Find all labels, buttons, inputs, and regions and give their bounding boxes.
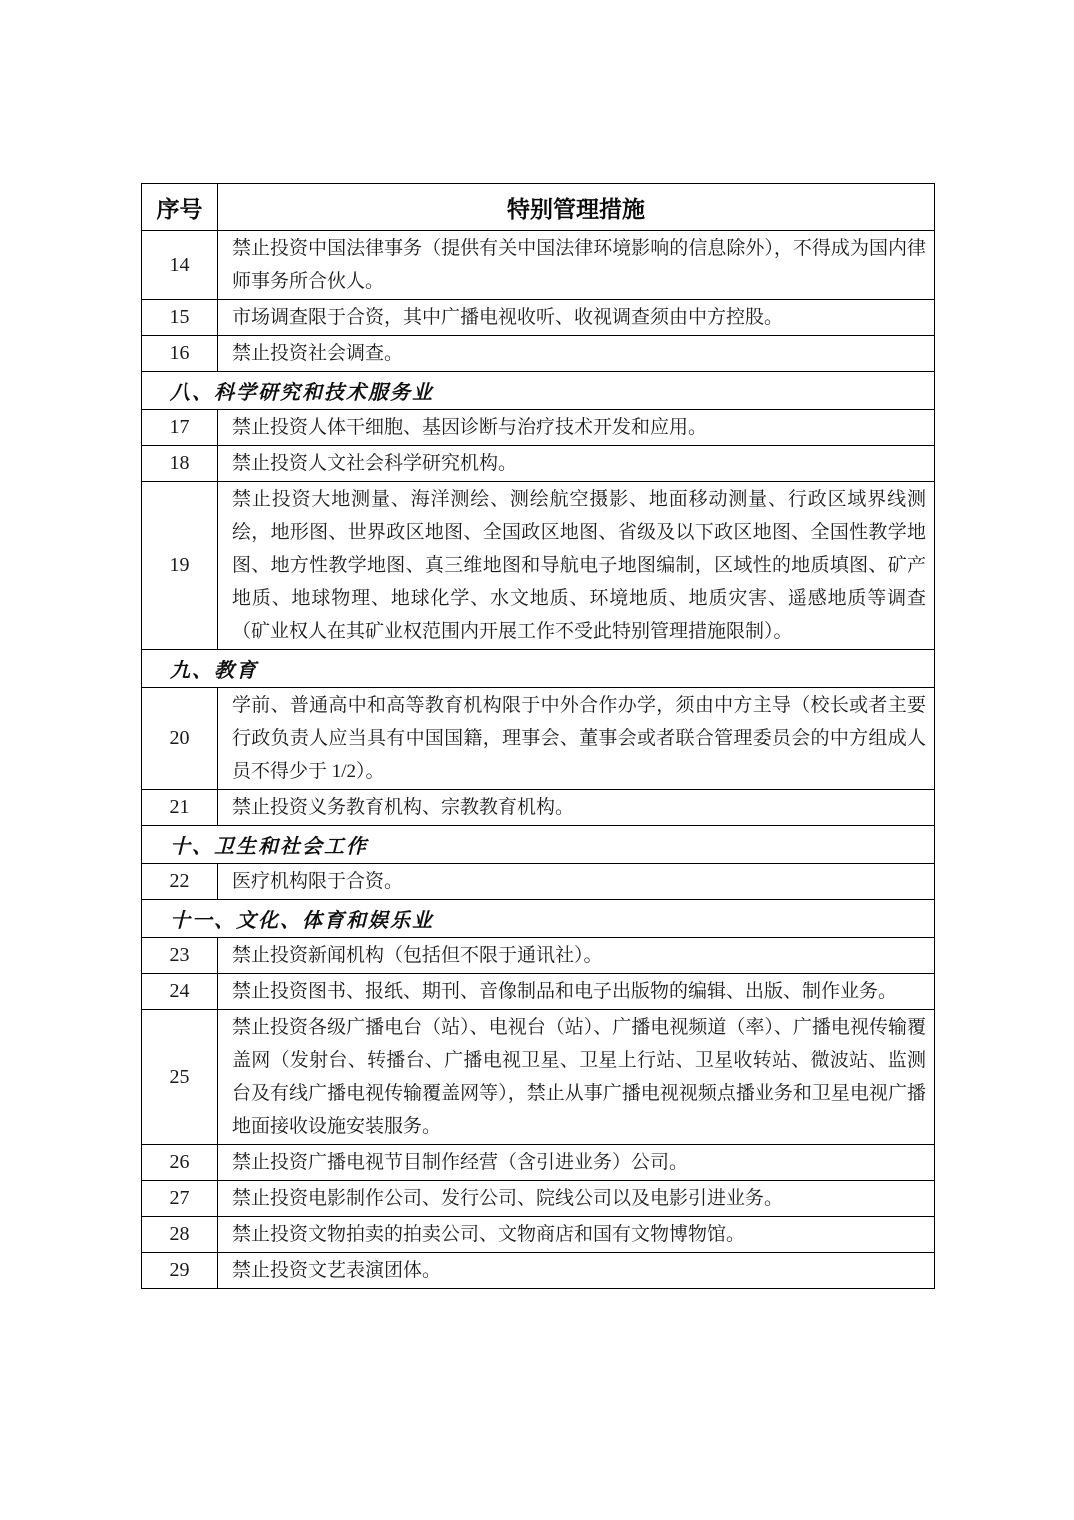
- measure-text-cell: 医疗机构限于合资。: [218, 864, 935, 900]
- row-number-cell: 26: [142, 1145, 218, 1181]
- measure-text-cell: 禁止投资新闻机构（包括但不限于通讯社）。: [218, 938, 935, 974]
- row-number-cell: 21: [142, 790, 218, 826]
- measure-text-cell: 禁止投资大地测量、海洋测绘、测绘航空摄影、地面移动测量、行政区域界线测绘，地形图、世界政区地图、全国政区地图、省级及以下政区地图、全国性教学地图、地方性教学地图、真三维地图和导航电子地图编制，区域性的地质填图、矿产地质、地球物理、地球化学、水文地质、环境地质、地质灾害、遥感地质等调查（矿业权人在其矿业权范围内开展工作不受此特别管理措施限制）。: [218, 482, 935, 650]
- measure-text-cell: 禁止投资中国法律事务（提供有关中国法律环境影响的信息除外），不得成为国内律师事务所合伙人。: [218, 231, 935, 300]
- measure-text-cell: 禁止投资人体干细胞、基因诊断与治疗技术开发和应用。: [218, 410, 935, 446]
- row-number-cell: 14: [142, 231, 218, 300]
- measure-text-cell: 市场调查限于合资，其中广播电视收听、收视调查须由中方控股。: [218, 300, 935, 336]
- table-row: [142, 300, 935, 336]
- table-row: [142, 1181, 935, 1217]
- measure-text-cell: 禁止投资义务教育机构、宗教教育机构。: [218, 790, 935, 826]
- table-row: [142, 864, 935, 900]
- header-row: [142, 184, 935, 231]
- section-row: [142, 650, 935, 688]
- section-row: [142, 372, 935, 410]
- row-number-cell: 27: [142, 1181, 218, 1217]
- table-row: [142, 446, 935, 482]
- row-number-cell: 25: [142, 1010, 218, 1145]
- row-number-cell: 18: [142, 446, 218, 482]
- section-header-cell: 十、卫生和社会工作: [142, 826, 935, 864]
- measure-text-cell: 禁止投资广播电视节目制作经营（含引进业务）公司。: [218, 1145, 935, 1181]
- table-row: [142, 688, 935, 790]
- table-row: [142, 482, 935, 650]
- measure-text-cell: 禁止投资社会调查。: [218, 336, 935, 372]
- row-number-cell: 15: [142, 300, 218, 336]
- table-row: [142, 938, 935, 974]
- section-row: [142, 826, 935, 864]
- table-row: [142, 1010, 935, 1145]
- table-row: [142, 410, 935, 446]
- table-row: [142, 790, 935, 826]
- section-header-cell: 九、教育: [142, 650, 935, 688]
- measure-text-cell: 禁止投资文物拍卖的拍卖公司、文物商店和国有文物博物馆。: [218, 1217, 935, 1253]
- table-row: [142, 1217, 935, 1253]
- row-number-cell: 23: [142, 938, 218, 974]
- row-number-cell: 28: [142, 1217, 218, 1253]
- row-number-cell: 16: [142, 336, 218, 372]
- section-row: [142, 900, 935, 938]
- table-row: [142, 1253, 935, 1289]
- section-header-cell: 十一、文化、体育和娱乐业: [142, 900, 935, 938]
- header-serial-number: 序号: [142, 184, 218, 231]
- table-header: [142, 184, 935, 231]
- row-number-cell: 19: [142, 482, 218, 650]
- row-number-cell: 20: [142, 688, 218, 790]
- table-row: [142, 231, 935, 300]
- measure-text-cell: 禁止投资文艺表演团体。: [218, 1253, 935, 1289]
- section-header-cell: 八、科学研究和技术服务业: [142, 372, 935, 410]
- row-number-cell: 17: [142, 410, 218, 446]
- row-number-cell: 24: [142, 974, 218, 1010]
- row-number-cell: 29: [142, 1253, 218, 1289]
- measure-text-cell: 禁止投资图书、报纸、期刊、音像制品和电子出版物的编辑、出版、制作业务。: [218, 974, 935, 1010]
- table-body: [142, 231, 935, 1289]
- measure-text-cell: 学前、普通高中和高等教育机构限于中外合作办学，须由中方主导（校长或者主要行政负责人应当具有中国国籍，理事会、董事会或者联合管理委员会的中方组成人员不得少于 1/2）。: [218, 688, 935, 790]
- measure-text-cell: 禁止投资电影制作公司、发行公司、院线公司以及电影引进业务。: [218, 1181, 935, 1217]
- table-row: [142, 974, 935, 1010]
- table-row: [142, 336, 935, 372]
- table-row: [142, 1145, 935, 1181]
- special-measures-table: [141, 183, 935, 1289]
- header-special-measures: 特别管理措施: [218, 184, 935, 231]
- row-number-cell: 22: [142, 864, 218, 900]
- measure-text-cell: 禁止投资人文社会科学研究机构。: [218, 446, 935, 482]
- measure-text-cell: 禁止投资各级广播电台（站）、电视台（站）、广播电视频道（率）、广播电视传输覆盖网（发射台、转播台、广播电视卫星、卫星上行站、卫星收转站、微波站、监测台及有线广播电视传输覆盖网等），禁止从事广播电视视频点播业务和卫星电视广播地面接收设施安装服务。: [218, 1010, 935, 1145]
